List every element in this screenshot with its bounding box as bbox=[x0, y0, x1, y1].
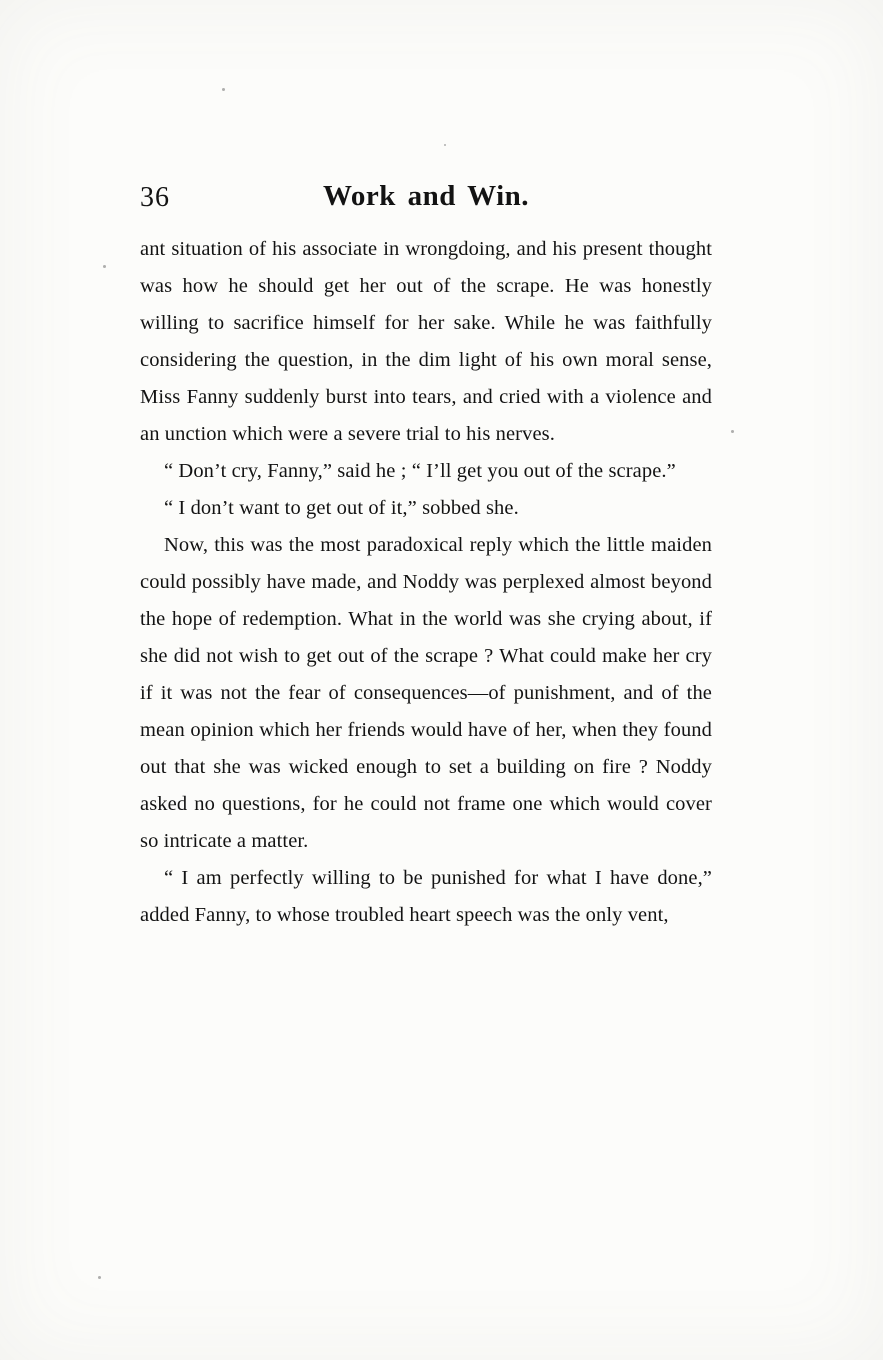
scan-speck bbox=[731, 430, 734, 433]
scan-speck bbox=[98, 1276, 101, 1279]
paragraph: Now, this was the most paradoxical reply which the little maiden could possibly have made, and Noddy was perplexed almost beyond the hope of redemption. What in the world was she crying about, if she did not wish to get out of the scrape ? What could make her cry if it was not the fear of consequences—of punishment, and of the mean opinion which her friends would have of her, when they found out that she was wicked enough to set a building on fire ? Noddy asked no questions, for he could not frame one which would cover so intricate a matter. bbox=[140, 534, 712, 852]
scan-speck bbox=[103, 265, 106, 268]
page-header bbox=[140, 180, 712, 220]
page-number: 36 bbox=[140, 182, 170, 213]
running-title: Work and Win. bbox=[322, 180, 530, 212]
paragraph: “ Don’t cry, Fanny,” said he ; “ I’ll get you out of the scrape.” bbox=[164, 460, 676, 482]
body-text bbox=[140, 231, 712, 934]
paragraph: “ I am perfectly willing to be punished for what I have done,” added Fanny, to whose troubled heart speech was the only vent, bbox=[140, 867, 712, 926]
scan-speck bbox=[222, 88, 225, 91]
paragraph: ant situation of his associate in wrongdoing, and his present thought was how he should get her out of the scrape. He was honestly willing to sacrifice himself for her sake. While he was faithfully considering the question, in the dim light of his own moral sense, Miss Fanny suddenly burst into tears, and cried with a violence and an unction which were a severe trial to his nerves. bbox=[140, 238, 712, 445]
paragraph: “ I don’t want to get out of it,” sobbed she. bbox=[164, 497, 519, 519]
scan-speck bbox=[444, 144, 446, 146]
